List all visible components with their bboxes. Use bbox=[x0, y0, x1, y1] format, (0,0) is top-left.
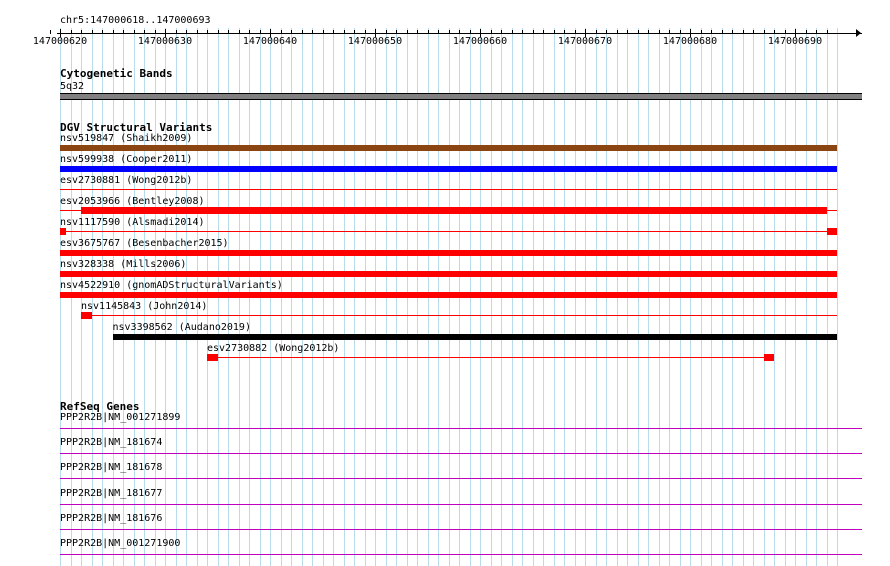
dgv-track-title: DGV Structural Variants bbox=[60, 121, 213, 134]
gene-line[interactable] bbox=[60, 453, 862, 454]
variant-bar[interactable] bbox=[60, 292, 837, 298]
variant-block[interactable] bbox=[207, 354, 218, 361]
gene-label[interactable]: PPP2R2B|NM_181677 bbox=[60, 487, 163, 499]
ruler-tick-label: 147000660 bbox=[452, 36, 508, 47]
variant-block[interactable] bbox=[81, 312, 92, 319]
variant-bar[interactable] bbox=[60, 271, 837, 277]
ruler-tick-label: 147000680 bbox=[662, 36, 718, 47]
variant-bar[interactable] bbox=[113, 334, 838, 340]
ruler-tick-label: 147000620 bbox=[32, 36, 88, 47]
variant-block[interactable] bbox=[81, 207, 827, 214]
variant-line[interactable] bbox=[207, 357, 774, 358]
variant-label[interactable]: nsv1145843 (John2014) bbox=[81, 301, 208, 312]
variant-block[interactable] bbox=[60, 228, 66, 235]
variant-bar[interactable] bbox=[60, 166, 837, 172]
gene-label[interactable]: PPP2R2B|NM_181676 bbox=[60, 512, 163, 524]
variant-label[interactable]: esv2730881 (Wong2012b) bbox=[60, 175, 193, 186]
ruler-tick-label: 147000650 bbox=[347, 36, 403, 47]
variant-label[interactable]: nsv328338 (Mills2006) bbox=[60, 259, 187, 270]
gene-line[interactable] bbox=[60, 428, 862, 429]
variant-label[interactable]: nsv519847 (Shaikh2009) bbox=[60, 133, 193, 144]
variant-line[interactable] bbox=[81, 315, 837, 316]
ruler-tick-label: 147000630 bbox=[137, 36, 193, 47]
variant-bar[interactable] bbox=[60, 145, 837, 151]
variant-label[interactable]: esv2730882 (Wong2012b) bbox=[207, 343, 340, 354]
variant-line[interactable] bbox=[60, 231, 837, 232]
ruler-tick-label: 147000670 bbox=[557, 36, 613, 47]
ruler-tick-label: 147000690 bbox=[767, 36, 823, 47]
variant-label[interactable]: esv3675767 (Besenbacher2015) bbox=[60, 238, 229, 249]
variant-block[interactable] bbox=[764, 354, 775, 361]
gene-line[interactable] bbox=[60, 478, 862, 479]
variant-label[interactable]: nsv599938 (Cooper2011) bbox=[60, 154, 193, 165]
cytoband-label: 5q32 bbox=[60, 81, 85, 92]
refseq-track-title: RefSeq Genes bbox=[60, 400, 140, 413]
variant-label[interactable]: nsv1117590 (Alsmadi2014) bbox=[60, 217, 205, 228]
variant-line[interactable] bbox=[60, 189, 837, 190]
gene-label[interactable]: PPP2R2B|NM_181674 bbox=[60, 437, 163, 449]
cytoband-bar[interactable] bbox=[60, 93, 862, 100]
variant-bar[interactable] bbox=[60, 250, 837, 256]
gene-line[interactable] bbox=[60, 554, 862, 555]
gene-label[interactable]: PPP2R2B|NM_001271899 bbox=[60, 412, 181, 423]
gene-line[interactable] bbox=[60, 504, 862, 505]
variant-block[interactable] bbox=[827, 228, 838, 235]
variant-label[interactable]: esv2053966 (Bentley2008) bbox=[60, 196, 205, 207]
cytoband-track-title: Cytogenetic Bands bbox=[60, 67, 173, 80]
gene-line[interactable] bbox=[60, 529, 862, 530]
location-label: chr5:147000618..147000693 bbox=[60, 15, 211, 26]
variant-label[interactable]: nsv4522910 (gnomADStructuralVariants) bbox=[60, 280, 283, 291]
variant-label[interactable]: nsv3398562 (Audano2019) bbox=[112, 322, 251, 333]
ruler-tick-label: 147000640 bbox=[242, 36, 298, 47]
gene-label[interactable]: PPP2R2B|NM_001271900 bbox=[60, 538, 181, 549]
gene-label[interactable]: PPP2R2B|NM_181678 bbox=[60, 462, 163, 474]
